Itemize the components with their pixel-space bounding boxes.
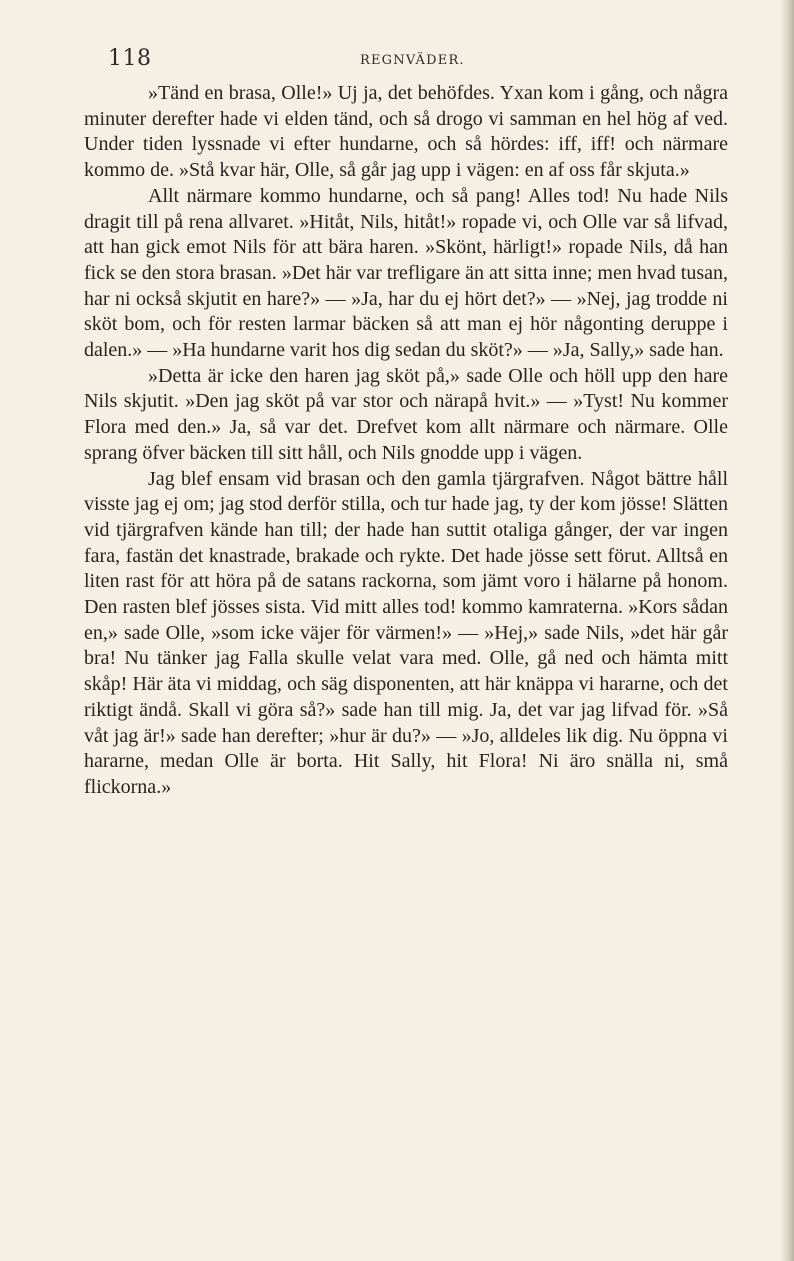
paragraph: »Detta är icke den haren jag sköt på,» sade Olle och höll upp den hare Nils skjutit. »Den jag sköt på var stor och närapå hvit.» — »Tyst! Nu kommer Flora med den.» Ja, så var det. Drefvet kom allt närmare och närmare. Olle sprang öfver bäcken till sitt håll, och Nils gnodde upp i vägen. <box>84 364 728 464</box>
page-edge <box>780 0 794 1261</box>
body-text <box>84 81 728 801</box>
page-header <box>108 46 728 74</box>
paragraph: Jag blef ensam vid brasan och den gamla tjärgrafven. Något bättre håll visste jag ej om; jag stod derför stilla, och tur hade jag, ty der kom jösse! Slätten vid tjärgrafven kände han till; der hade han suttit otaliga gånger, der var ingen fara, fastän det knastrade, brakade och rykte. Det hade jösse sett förut. Alltså en liten rast för att höra på de satans rackorna, som jämt voro i hälarne på honom. Den rasten blef jösses sista. Vid mitt alles tod! kommo kamraterna. »Kors sådan en,» sade Olle, »som icke väjer för värmen!» — »Hej,» sade Nils, »det här går bra! Nu tänker jag Falla skulle velat vara med. Olle, gå ned och hämta mitt skåp! Här äta vi middag, och säg disponenten, att här knäppa vi hararne, och det riktigt ändå. Skall vi göra så?» sade han till mig. Ja, det var jag lifvad för. »Så våt jag är!» sade han derefter; »hur är du?» — »Jo, alldeles lik dig. Nu öppna vi hararne, medan Olle är borta. Hit Sally, hit Flora! Ni äro snälla ni, små flickorna.» <box>84 467 728 798</box>
paragraph: »Tänd en brasa, Olle!» Uj ja, det behöfdes. Yxan kom i gång, och några minuter derefter hade vi elden tänd, och så drogo vi samman en hel hög af ved. Under tiden lyssnade vi efter hundarne, och så hördes: iff, iff! och närmare kommo de. »Stå kvar här, Olle, så går jag upp i vägen: en af oss får skjuta.» <box>84 82 728 182</box>
paragraph: Allt närmare kommo hundarne, och så pang! Alles tod! Nu hade Nils dragit till på rena allvaret. »Hitåt, Nils, hitåt!» ropade vi, och Olle var så lifvad, att han gick emot Nils för att bära haren. »Skönt, härligt!» ropade Nils, då han fick se den stora brasan. »Det här var trefligare än att sitta inne; men hvad tusan, har ni också skjutit en hare?» — »Ja, har du ej hört det?» — »Nej, jag trodde ni sköt bom, och för resten larmar bäcken så att man ej hör någonting deruppe i dalen.» — »Ha hundarne varit hos dig sedan du sköt?» — »Ja, Sally,» sade han. <box>84 184 728 362</box>
page-number: 118 <box>108 46 152 71</box>
running-head: REGNVÄDER. <box>360 53 465 68</box>
